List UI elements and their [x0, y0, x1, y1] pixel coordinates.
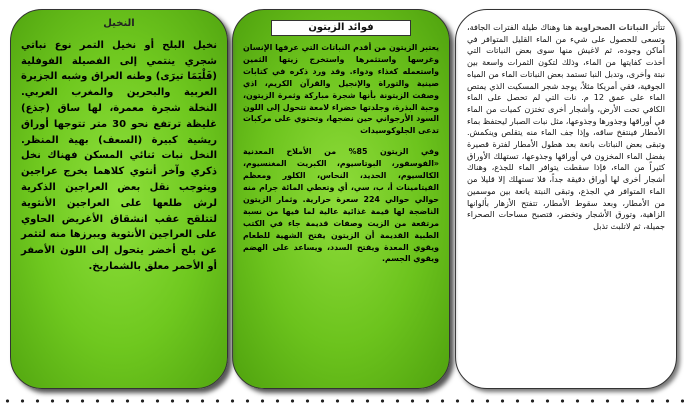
palm-trees-text: نخيل البلح أو نخيل التمر نوع نباتي شجري ينتمي إلى الفصيلة الفوفلية (فَلْيَمَا تيرَى) وطنه العراق وشبه الجزيرة العربية والبحرين والمغرب العربي. النخلة شجرة معمرة، لها ساق (جذع) غليظة ترتفع نحو 30 متر تتوجها أوراق ريشية كبيرة (السعف) بهية المنظر. النخل نبات ثنائي المسكن فهناك نخل ذكري وآخر أنثوي كلاهما يخرج عراجين ويتوجب نقل بعض العراجين الذكرية لرش طلعها على العراجين الأنثوية لتتلقح عقب انشقاق الأغريض الحاوي على العراجين الأنثوية ويبرزها منه لتثمر عن بلح أخضر يتحول إلى اللون الأصفر أو الأحمر معلق بالشماريخ. — [21, 39, 217, 272]
olive-paragraph-1: يعتبر الزيتون من أقدم النباتات التي عرفها الإنسان وغرسها واستثمرها واستخرج زيتها الثمين واستعمله كغذاء ودواء. وقد ورد ذكره في كتابات صينية والتوراة والإنجيل والقرآن الكريم، اذي وصفت الزيتونة بأنها شجرة مباركة وثمرة الزيتون، وحبة البذرة، وجلدتها خضراء لامعة تتحول إلى اللون السود الأرجواني حين نضجها، وتحتوي على مركبات تدعى الجلوكوسيدات — [243, 43, 439, 136]
olive-paragraph-2: وفي الزيتون 85% من الأملاح المعدنية «الفوسفور، البوتاسيوم، الكبريت المغنسيوم، الكالسيوم، الحديد، النحاس، الكلور ومعظم الفيتامينات أ، ب، سي، أي وتعطي المائة جرام منه حوالي حوالي 224 سعرة حرارية. وثمار الزيتون الناضجة لها قيمة غذائية عالية لما فيها من نسبة مرتفعة من الزيت وصفات قديمة جاء في الكتب الطبية القديمة أن الزيتون يفتح الشهية للطعام ويقوي المعدة ويفتح السدد، ويساعد على الهضم ويقوي الجسم. — [243, 147, 439, 264]
olive-benefits-title: فوائد الزيتون — [271, 20, 411, 36]
palm-trees-title: النخيل — [103, 18, 135, 29]
desert-plants-text: تتأثر النباتات الصحراوية هنا وهناك طيلة الفترات الجافة، وتسعى للحصول على شيء من الماء القليل المتوافر في أماكن وجوده، ثم لاغيش منها سوى بعض النباتات التي أخذت كفايتها من الماء، وذلك لتكون الثمرات واسعة بين نبتة وأخرى، وتدبل النبا تستمد بعض النباتات الماء من المياه الجوفية، فقي أمريكا مثلاً، يوجد شجر المسكيت الذي يمتص الماء على عمق 12 م. نات التي لم تحصل على الماء الكافي تحت الأرض، وأشجار أخرى تختزن كميات من الماء في أوراقها وجذورها وجذوعها، مثل نبات الصبار ليحتفظ بماء الأمطار فينتفخ ساقه، وإذا جف الماء منه يتقلص وينكمش. وتبقى بعض النباتات بانعة بعد هطول الأمطار لفترة قصيرة بفضل الماء المخزون في أوراقها وجذوعها، تستهلك الأوراق كثيراً من الماء، فإذا سقطت يتوافر الماء للجذع، وهناك أشجار أخرى لها أوراق دقيقة جداً، فلا تستهلك إلا قليلا من الماء المتوافر في الجذع، وتبقى النبتة يانعة بين موسمين من الأمطار، وبعد سقوط الأمطار، تتفتح الأزهار بألوانها الزاهية، وتورق الأشجار وتخضر، فتصبح مساحات الصحراء جميلة، ثم لاتلبث تذبل — [467, 22, 665, 231]
desert-plants-highlight: النباتات الصحراوية — [575, 22, 649, 32]
desert-plants-panel — [455, 9, 677, 389]
dotted-divider — [0, 396, 684, 406]
palm-trees-panel — [10, 9, 228, 389]
olive-benefits-panel — [232, 9, 450, 389]
